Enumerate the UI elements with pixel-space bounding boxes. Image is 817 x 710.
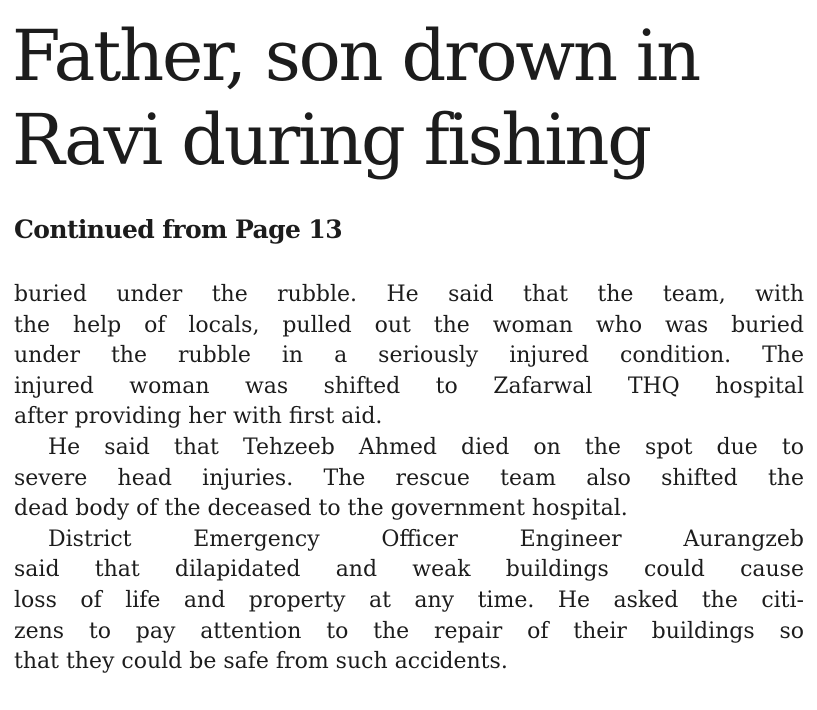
continued-from-label: Continued from Page 13 — [14, 215, 342, 244]
paragraph-1 — [14, 280, 804, 433]
body-line: District Emergency Officer Engineer Aurangzeb — [48, 526, 804, 552]
headline-line-1: Father, son drown in — [12, 15, 700, 97]
body-line: He said that Tehzeeb Ahmed died on the spot due to — [48, 434, 804, 460]
headline-line-2: Ravi during fishing — [12, 99, 650, 181]
paragraph-3 — [14, 525, 804, 678]
body-line: loss of life and property at any time. He asked the citi- — [14, 587, 804, 613]
body-line: buried under the rubble. He said that the team, with — [14, 282, 804, 307]
body-line: that they could be safe from such accidents. — [14, 649, 508, 675]
article-body — [14, 280, 804, 678]
paragraph-2 — [14, 433, 804, 525]
body-line: zens to pay attention to the repair of their buildings so — [14, 618, 804, 644]
body-line: severe head injuries. The rescue team also shifted the — [14, 465, 804, 491]
body-line: injured woman was shifted to Zafarwal THQ hospital — [14, 373, 804, 399]
body-line: after providing her with first aid. — [14, 404, 383, 430]
body-line: said that dilapidated and weak buildings could cause — [14, 557, 804, 583]
headline — [12, 14, 807, 182]
body-line: under the rubble in a seriously injured condition. The — [14, 343, 804, 369]
body-line: dead body of the deceased to the government hospital. — [14, 496, 628, 522]
body-line: the help of locals, pulled out the woman who was buried — [14, 312, 804, 338]
